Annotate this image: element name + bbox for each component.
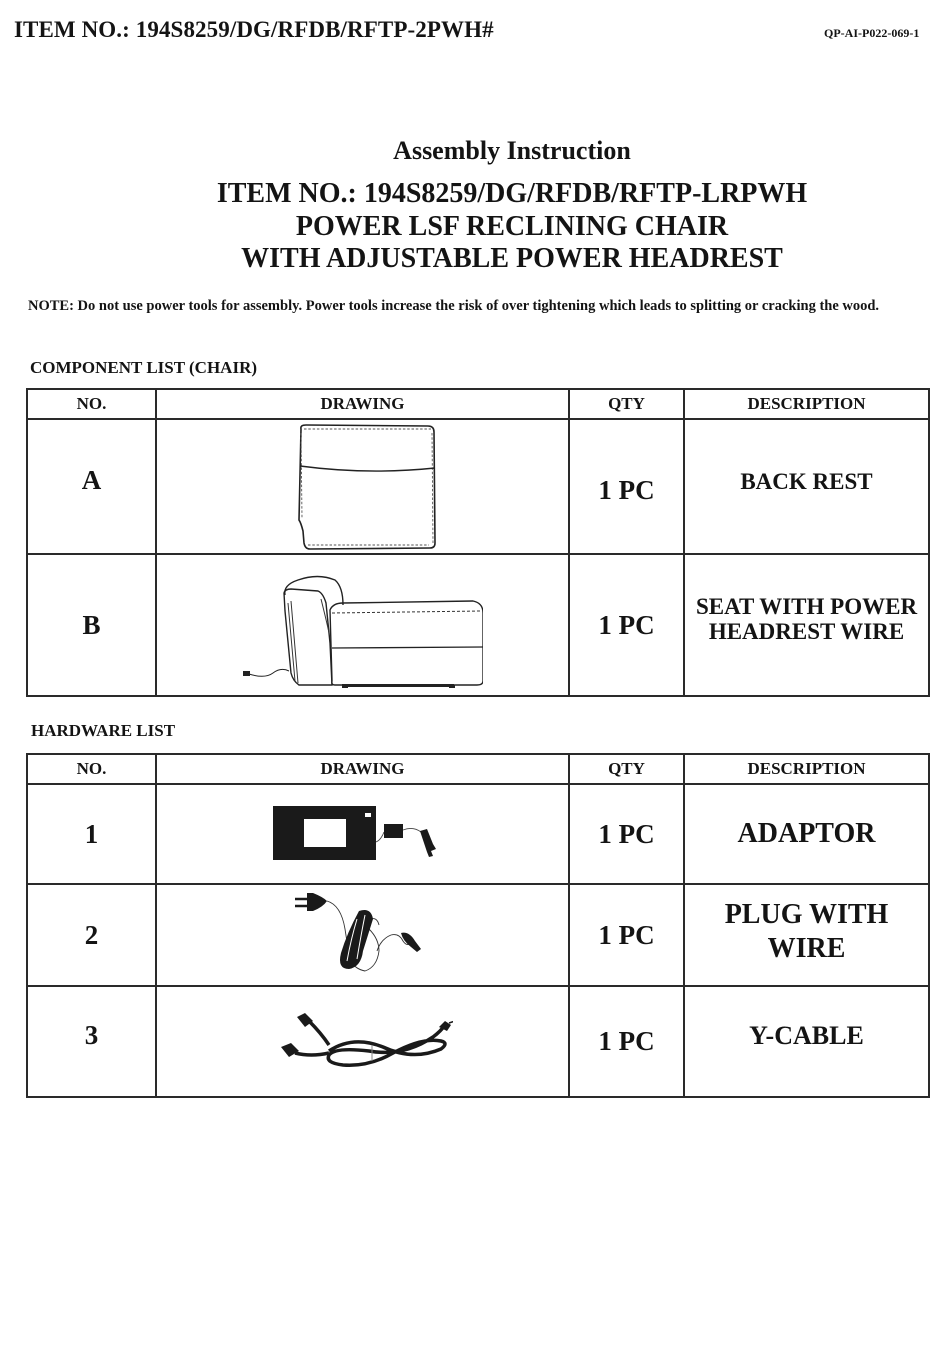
row-description-line1: PLUG WITH <box>724 899 889 930</box>
plug-with-wire-drawing <box>156 884 569 986</box>
row-description-line2: HEADREST WIRE <box>708 619 905 644</box>
adaptor-icon <box>273 804 453 864</box>
y-cable-icon <box>273 1007 453 1077</box>
row-qty-text: 1 PC <box>598 475 655 505</box>
row-description-line2: WIRE <box>767 933 846 964</box>
row-description <box>684 986 929 1097</box>
row-no-text: A <box>81 465 102 495</box>
row-no <box>27 986 156 1097</box>
row-description <box>684 419 929 554</box>
assembly-note: NOTE: Do not use power tools for assembly. Power tools increase the risk of over tightening which leads to splitting or cracking the wood. <box>28 298 880 314</box>
table-row <box>27 419 929 554</box>
y-cable-drawing <box>156 986 569 1097</box>
header-drawing: DRAWING <box>156 389 569 419</box>
row-no-text: B <box>82 609 101 640</box>
table-row <box>27 884 929 986</box>
row-qty <box>569 784 684 884</box>
seat-with-wire-icon <box>243 563 483 688</box>
row-qty <box>569 419 684 554</box>
row-qty-text: 1 PC <box>598 919 655 950</box>
header-description: DESCRIPTION <box>684 389 929 419</box>
row-description-text: BACK REST <box>740 469 873 494</box>
header-no: NO. <box>27 754 156 784</box>
row-qty <box>569 884 684 986</box>
row-no <box>27 419 156 554</box>
plug-with-wire-icon <box>293 889 433 981</box>
row-qty <box>569 986 684 1097</box>
row-qty <box>569 554 684 696</box>
component-table-header <box>27 389 929 419</box>
seat-drawing <box>156 554 569 696</box>
header-qty: QTY <box>569 754 684 784</box>
table-row <box>27 784 929 884</box>
page-title: Assembly Instruction <box>393 136 631 165</box>
header-description: DESCRIPTION <box>684 754 929 784</box>
back-rest-drawing <box>156 419 569 554</box>
row-description <box>684 884 929 986</box>
row-description-text: ADAPTOR <box>737 818 876 849</box>
header-item-number: ITEM NO.: 194S8259/DG/RFDB/RFTP-2PWH# <box>14 17 494 42</box>
row-description <box>684 784 929 884</box>
hardware-list-label: HARDWARE LIST <box>31 721 176 740</box>
back-rest-icon <box>288 423 438 551</box>
header-no: NO. <box>27 389 156 419</box>
row-description-line1: SEAT WITH POWER <box>695 594 918 619</box>
title-product-name: POWER LSF RECLINING CHAIR <box>295 211 729 242</box>
component-list-label: COMPONENT LIST (CHAIR) <box>30 358 258 377</box>
header-qty: QTY <box>569 389 684 419</box>
row-no-text: 1 <box>84 818 99 849</box>
row-qty-text: 1 PC <box>598 818 655 849</box>
hardware-table-header <box>27 754 929 784</box>
title-item-number: ITEM NO.: 194S8259/DG/RFDB/RFTP-LRPWH <box>216 178 808 209</box>
row-description <box>684 554 929 696</box>
row-no <box>27 554 156 696</box>
row-description-text: Y-CABLE <box>749 1021 864 1050</box>
adaptor-drawing <box>156 784 569 884</box>
row-qty-text: 1 PC <box>598 1026 655 1056</box>
row-no-text: 3 <box>84 1020 99 1050</box>
row-qty-text: 1 PC <box>598 609 655 640</box>
hardware-table <box>26 753 930 1098</box>
component-table <box>26 388 930 697</box>
table-row <box>27 554 929 696</box>
row-no-text: 2 <box>84 919 99 950</box>
title-product-feature: WITH ADJUSTABLE POWER HEADREST <box>241 243 783 274</box>
header-drawing: DRAWING <box>156 754 569 784</box>
row-no <box>27 784 156 884</box>
row-no <box>27 884 156 986</box>
document-code: QP-AI-P022-069-1 <box>824 26 920 40</box>
table-row <box>27 986 929 1097</box>
